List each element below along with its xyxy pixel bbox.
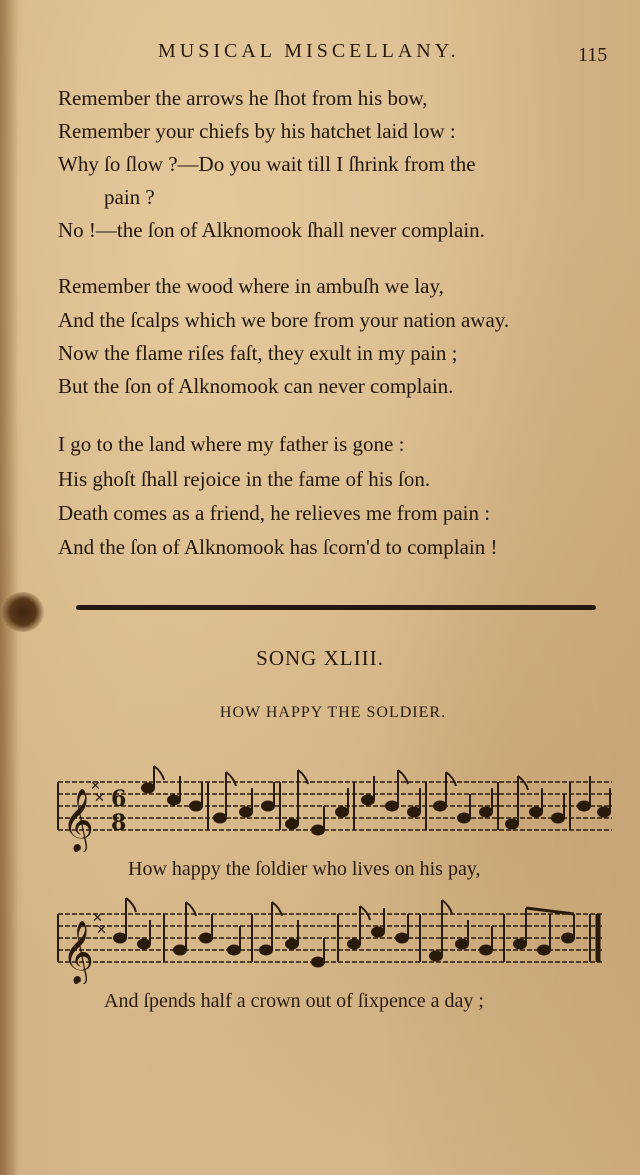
- ink-stain: [2, 592, 44, 632]
- verse-3-line-4: And the ſon of Alknomook has ſcorn'd to complain !: [58, 535, 498, 559]
- section-rule: [76, 605, 596, 610]
- lyric-line-2: And ſpends half a crown out of ſixpence a day ;: [104, 990, 484, 1012]
- verse-3-line-2: His ghoſt ſhall rejoice in the fame of his ſon.: [58, 467, 431, 491]
- verse-1-line-3: Why ſo ſlow ?—Do you wait till I ſhrink from the: [58, 152, 476, 176]
- verse-1-line-4: pain ?: [104, 185, 155, 209]
- verse-2-line-3: Now the flame riſes faſt, they exult in my pain ;: [58, 341, 458, 365]
- verse-2-line-2: And the ſcalps which we bore from your nation away.: [58, 308, 510, 332]
- music-staff-1: [56, 762, 616, 852]
- music-staff-2: [56, 892, 616, 984]
- verse-1-line-2: Remember your chiefs by his hatchet laid low :: [58, 119, 456, 143]
- page-number: 115: [578, 44, 608, 66]
- verse-3-line-1: I go to the land where my father is gone :: [58, 432, 405, 456]
- sharp-icon: ✕: [94, 791, 105, 806]
- verse-3-line-3: Death comes as a friend, he relieves me from pain :: [58, 501, 491, 525]
- time-signature-bottom: 8: [111, 810, 127, 836]
- treble-clef-icon: 𝄞: [62, 920, 94, 983]
- notes-system-1: [142, 766, 610, 835]
- sharp-icon: ✕: [90, 779, 101, 794]
- running-title: MUSICAL MISCELLANY.: [158, 40, 460, 62]
- lyric-line-1: How happy the ſoldier who lives on his pay,: [128, 858, 481, 880]
- time-signature-top: 6: [111, 786, 127, 812]
- verse-2-line-4: But the ſon of Alknomook can never complain.: [58, 374, 454, 398]
- song-title: SONG XLIII.: [256, 646, 384, 670]
- spine-shadow: [0, 0, 18, 1175]
- song-subtitle: HOW HAPPY THE SOLDIER.: [219, 704, 447, 721]
- sharp-icon: ✕: [96, 923, 107, 938]
- verse-2-line-1: Remember the wood where in ambuſh we lay,: [58, 274, 444, 298]
- treble-clef-icon: 𝄞: [62, 788, 94, 851]
- verse-1-line-5: No !—the ſon of Alknomook ſhall never complain.: [58, 218, 485, 242]
- verse-1-line-1: Remember the arrows he ſhot from his bow,: [58, 86, 428, 110]
- sharp-icon: ✕: [92, 911, 103, 926]
